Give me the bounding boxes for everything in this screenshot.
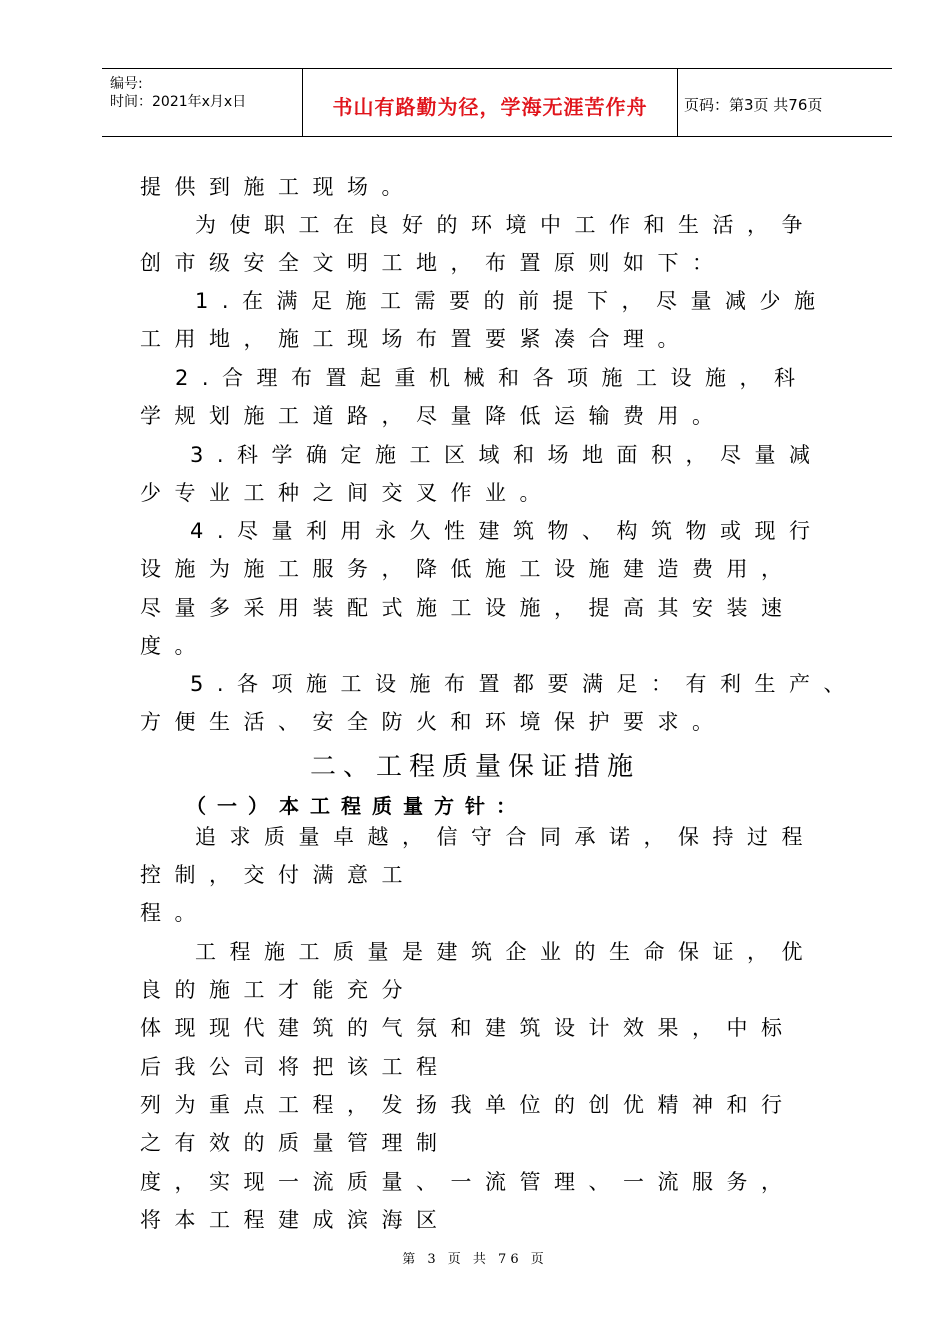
body-line: 1.在满足施工需要的前提下，尽量减少施	[195, 289, 829, 313]
body-line: 度。	[140, 634, 209, 658]
body-line: 4.尽量利用永久性建筑物、构筑物或现行	[190, 519, 824, 543]
body-line: 之有效的质量管理制	[140, 1131, 451, 1155]
body-line: 将本工程建成滨海区	[140, 1208, 451, 1232]
body-line: 尽量多采用装配式施工设施，提高其安装速	[140, 596, 796, 620]
header-motto: 书山有路勤为径，学海无涯苦作舟	[332, 95, 648, 119]
document-number-label: 编号:	[110, 76, 143, 92]
body-line: 度，实现一流质量、一流管理、一流服务，	[140, 1170, 796, 1194]
section-subheading: （一）本工程质量方针：	[186, 794, 527, 818]
page-header	[102, 68, 892, 137]
body-line: 5.各项施工设施布置都要满足：有利生产、	[190, 672, 859, 696]
header-meta	[102, 69, 302, 136]
body-line: 程。	[140, 901, 209, 925]
section-heading: 二、工程质量保证措施	[309, 752, 640, 782]
body-line: 方便生活、安全防火和环境保护要求。	[140, 710, 727, 734]
body-line: 提供到施工现场。	[140, 175, 416, 199]
body-line: 创市级安全文明工地，布置原则如下：	[140, 251, 727, 275]
page-footer: 第 3 页 共 76 页	[402, 1252, 548, 1267]
body-line: 学规划施工道路，尽量降低运输费用。	[140, 404, 727, 428]
header-page-info: 页码：第3页 共76页	[684, 96, 823, 114]
body-line: 体现现代建筑的气氛和建筑设计效果，中标	[140, 1016, 796, 1040]
body-line: 2.合理布置起重机械和各项施工设施，科	[175, 366, 809, 390]
body-line: 少专业工种之间交叉作业。	[140, 481, 554, 505]
body-line: 3.科学确定施工区域和场地面积，尽量减	[190, 443, 824, 467]
body-line: 列为重点工程，发扬我单位的创优精神和行	[140, 1093, 796, 1117]
header-page-cell	[676, 69, 892, 136]
document-time-label: 时间：2021年x月x日	[110, 94, 247, 110]
body-line: 控制，交付满意工	[140, 863, 416, 887]
body-line: 工用地，施工现场布置要紧凑合理。	[140, 327, 692, 351]
body-line: 后我公司将把该工程	[140, 1055, 451, 1079]
header-motto-cell	[302, 69, 678, 136]
body-line: 工程施工质量是建筑企业的生命保证，优	[195, 940, 816, 964]
body-line: 追求质量卓越，信守合同承诺，保持过程	[195, 825, 816, 849]
body-line: 良的施工才能充分	[140, 978, 416, 1002]
body-line: 设施为施工服务，降低施工设施建造费用，	[140, 557, 796, 581]
body-line: 为使职工在良好的环境中工作和生活，争	[195, 213, 816, 237]
